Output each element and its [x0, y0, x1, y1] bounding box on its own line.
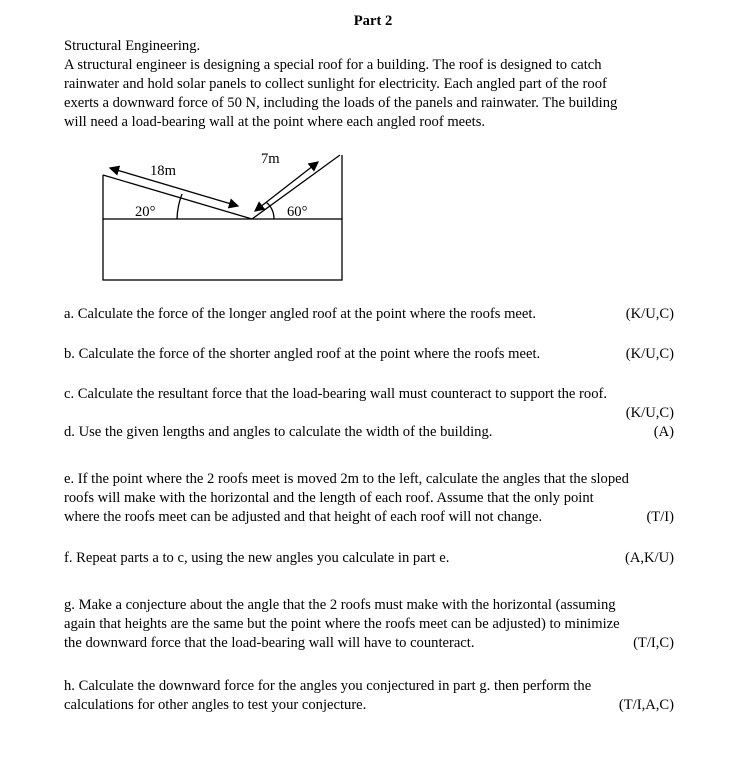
building-outline [103, 219, 342, 280]
question-a-tag: (K/U,C) [625, 306, 674, 322]
intro-line: will need a load-bearing wall at the point where each angled roof meets. [64, 114, 486, 130]
short-angle-label: 60° [287, 204, 308, 220]
question-e: roofs will make with the horizontal and the length of each roof. Assume that the only point [64, 490, 594, 506]
question-f-tag: (A,K/U) [624, 550, 674, 566]
question-b-tag: (K/U,C) [625, 346, 674, 362]
intro-line: rainwater and hold solar panels to collect sunlight for electricity. Each angled part of the roof [64, 76, 607, 92]
question-a: a. Calculate the force of the longer angled roof at the point where the roofs meet. [64, 306, 537, 322]
roof-diagram [0, 0, 746, 300]
question-e: where the roofs meet can be adjusted and that height of each roof will not change. [64, 509, 543, 525]
short-length-label: 7m [261, 151, 280, 167]
question-h: calculations for other angles to test your conjecture. [64, 697, 367, 713]
question-d: d. Use the given lengths and angles to calculate the width of the building. [64, 424, 493, 440]
subtitle: Structural Engineering. [64, 38, 201, 54]
long-angle-label: 20° [135, 204, 156, 220]
question-h: h. Calculate the downward force for the angles you conjectured in part g. then perform the [64, 678, 592, 694]
question-h-tag: (T/I,A,C) [618, 697, 674, 713]
question-g: g. Make a conjecture about the angle that the 2 roofs must make with the horizontal (assuming [64, 597, 616, 613]
question-e-tag: (T/I) [646, 509, 674, 525]
question-g: again that heights are the same but the point where the roofs meet can be adjusted) to minimize [64, 616, 620, 632]
long-length-label: 18m [150, 163, 176, 179]
intro-line: A structural engineer is designing a special roof for a building. The roof is designed to catch [64, 57, 602, 73]
question-d-tag: (A) [653, 424, 674, 440]
question-e: e. If the point where the 2 roofs meet is moved 2m to the left, calculate the angles that the sloped [64, 471, 629, 487]
question-c: c. Calculate the resultant force that the load-bearing wall must counteract to support the roof. [64, 386, 608, 402]
question-g-tag: (T/I,C) [633, 635, 674, 651]
intro-line: exerts a downward force of 50 N, including the loads of the panels and rainwater. The building [64, 95, 618, 111]
question-b: b. Calculate the force of the shorter angled roof at the point where the roofs meet. [64, 346, 541, 362]
question-c-tag: (K/U,C) [625, 405, 674, 421]
question-g: the downward force that the load-bearing wall will have to counteract. [64, 635, 475, 651]
question-f: f. Repeat parts a to c, using the new angles you calculate in part e. [64, 550, 450, 566]
page-title: Part 2 [353, 13, 393, 29]
